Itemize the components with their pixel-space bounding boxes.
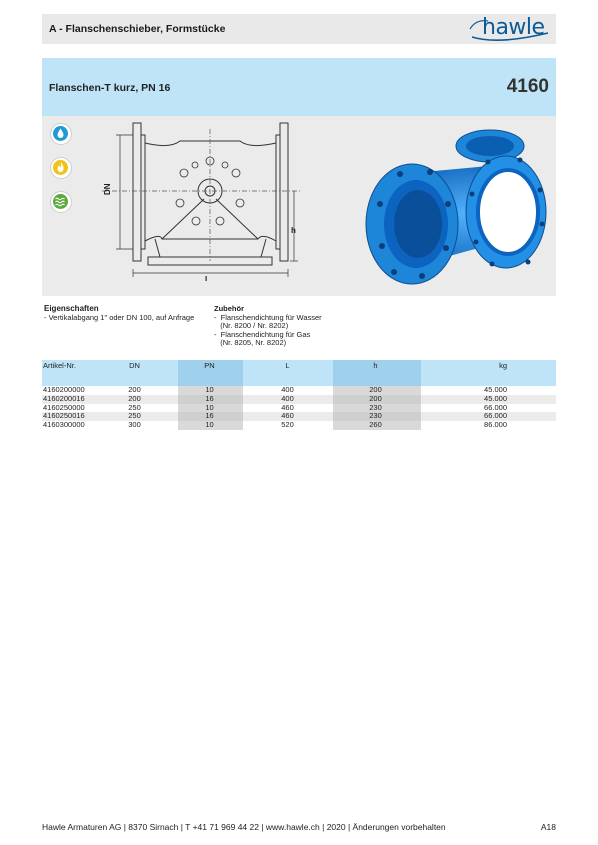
properties-heading: Eigenschaften [44,304,99,313]
cell-article: 4160200016 [43,393,85,403]
top-bar [42,14,556,44]
accessories-line: - Flanschendichtung für Gas [214,329,311,339]
h-label: h [291,226,296,235]
cell-dn: 250 [128,411,141,421]
product-header [42,58,556,116]
application-icons [50,123,76,225]
properties-section [44,305,194,322]
col-header-pn: PN [204,361,215,370]
product-number: 4160 [506,76,549,97]
cell-kg: 45.000 [484,393,507,403]
logo-text: hawle [482,15,545,40]
cell-kg: 86.000 [484,420,507,430]
cell-pn: 10 [205,420,214,430]
cell-pn: 10 [205,385,214,394]
table-row [42,386,556,395]
hawle-logo [468,15,552,43]
cell-l: 460 [281,402,294,412]
accessories-line: - Flanschendichtung für Wasser [214,312,322,322]
cell-h: 200 [369,393,382,403]
table-row [42,395,556,404]
accessories-line: (Nr. 8205, Nr. 8202) [214,338,287,347]
table-header [42,360,556,386]
water-drop-icon [50,123,72,145]
cell-h: 230 [369,411,382,421]
cell-dn: 250 [128,402,141,412]
product-photo [360,124,550,292]
table-row [42,404,556,413]
cell-pn: 16 [205,393,214,403]
cell-pn: 16 [205,411,214,421]
technical-drawing [100,121,305,281]
section-title: A - Flanschenschieber, Formstücke [49,23,226,35]
col-header-article: Artikel-Nr. [43,361,76,370]
cell-l: 520 [281,420,294,430]
table-row [42,421,556,430]
cell-kg: 66.000 [484,402,507,412]
col-header-kg: kg [499,361,507,370]
page-number: A18 [540,822,556,832]
cell-dn: 200 [128,393,141,403]
cell-article: 4160250000 [43,402,85,412]
footer-text: Hawle Armaturen AG | 8370 Sirnach | T +41 71 969 44 22 | www.hawle.ch | 2020 | Änderungen vorbehalten [42,822,446,832]
accessories-heading: Zubehör [214,304,244,313]
col-header-dn: DN [129,361,140,370]
cell-dn: 200 [128,385,141,394]
properties-item: - Vertikalabgang 1" oder DN 100, auf Anfrage [44,312,195,322]
cell-kg: 45.000 [484,385,507,394]
cell-l: 400 [281,385,294,394]
cell-article: 4160300000 [43,420,85,430]
accessories-section [214,305,322,348]
cell-l: 400 [281,393,294,403]
l-label: L [205,275,210,281]
cell-dn: 300 [128,420,141,430]
article-table [42,360,556,430]
product-name: Flanschen-T kurz, PN 16 [49,82,171,94]
cell-article: 4160200000 [43,385,85,394]
cell-article: 4160250016 [43,411,85,421]
waves-icon [50,191,72,213]
table-row [42,412,556,421]
dn-label: DN [103,183,112,195]
gas-flame-icon [50,157,72,179]
cell-h: 260 [369,420,382,430]
col-header-l: L [285,361,290,370]
cell-pn: 10 [205,402,214,412]
cell-h: 230 [369,402,382,412]
cell-kg: 66.000 [484,411,507,421]
accessories-line: (Nr. 8200 / Nr. 8202) [214,321,289,330]
cell-l: 460 [281,411,294,421]
col-header-h: h [373,361,378,370]
cell-h: 200 [369,385,382,394]
